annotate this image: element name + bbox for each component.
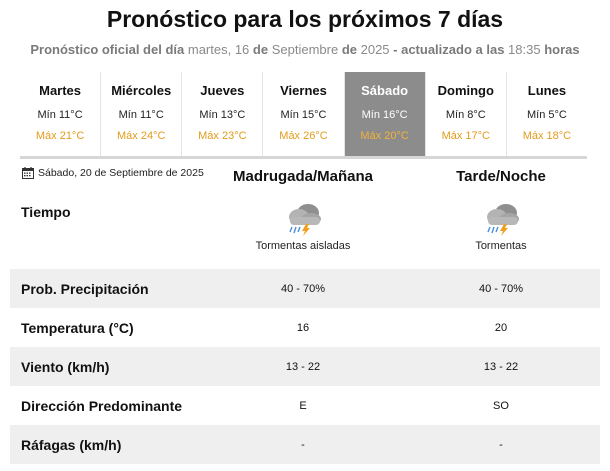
weather-label: Tiempo bbox=[21, 204, 71, 220]
row-value-evening: - bbox=[499, 438, 503, 451]
row-value-morning: 40 - 70% bbox=[280, 282, 326, 295]
day-name: Sábado bbox=[361, 83, 409, 98]
subtitle-month: Septiembre bbox=[271, 42, 339, 57]
day-max-temp: Máx 17°C bbox=[441, 130, 490, 142]
weather-evening bbox=[401, 200, 601, 252]
subtitle-hours-word: horas bbox=[544, 42, 580, 57]
subtitle-lead: Pronóstico oficial del día bbox=[30, 42, 185, 57]
subtitle-updated-label: - actualizado a las bbox=[393, 42, 505, 57]
row-gusts bbox=[10, 425, 600, 464]
row-value-morning: 16 bbox=[296, 321, 310, 334]
storm-cloud-icon bbox=[401, 200, 601, 236]
row-wind-direction bbox=[10, 386, 600, 425]
weather-evening-text: Tormentas bbox=[475, 240, 527, 252]
day-min-temp: Mín 15°C bbox=[280, 109, 327, 121]
row-label: Ráfagas (km/h) bbox=[21, 436, 122, 453]
row-precipitation bbox=[10, 269, 600, 308]
row-value-evening: 13 - 22 bbox=[483, 360, 519, 373]
row-value-morning: E bbox=[299, 399, 307, 412]
row-value-evening: 20 bbox=[494, 321, 508, 334]
column-header-evening: Tarde/Noche bbox=[456, 168, 546, 185]
subtitle-de2: de bbox=[341, 42, 357, 57]
day-min-temp: Mín 16°C bbox=[361, 109, 408, 121]
day-max-temp: Máx 20°C bbox=[360, 130, 409, 142]
day-name: Jueves bbox=[200, 83, 245, 98]
calendar-icon bbox=[22, 167, 34, 179]
row-temperature bbox=[10, 308, 600, 347]
day-max-temp: Máx 26°C bbox=[279, 130, 328, 142]
subtitle-de1: de bbox=[252, 42, 269, 57]
row-label: Dirección Predominante bbox=[21, 397, 183, 414]
day-tab-jueves[interactable] bbox=[182, 72, 263, 156]
day-name: Domingo bbox=[437, 83, 494, 98]
day-tab-viernes[interactable] bbox=[263, 72, 344, 156]
day-min-temp: Mín 5°C bbox=[526, 109, 567, 121]
day-max-temp: Máx 21°C bbox=[35, 130, 85, 142]
row-value-morning: 13 - 22 bbox=[285, 360, 321, 373]
subtitle-time: 18:35 bbox=[508, 42, 541, 57]
day-name: Martes bbox=[39, 83, 82, 98]
row-wind bbox=[10, 347, 600, 386]
row-label: Prob. Precipitación bbox=[21, 280, 149, 297]
selected-date-text: Sábado, 20 de Septiembre de 2025 bbox=[38, 167, 204, 179]
day-min-temp: Mín 8°C bbox=[445, 109, 486, 121]
day-min-temp: Mín 11°C bbox=[118, 109, 164, 121]
column-header-morning: Madrugada/Mañana bbox=[232, 168, 374, 185]
selected-date bbox=[22, 167, 204, 179]
day-min-temp: Mín 13°C bbox=[199, 109, 246, 121]
weather-morning-text: Tormentas aisladas bbox=[255, 240, 351, 252]
row-label: Temperatura (°C) bbox=[21, 319, 134, 336]
subtitle-date-part1: martes, 16 bbox=[187, 42, 250, 57]
day-tab-sabado[interactable] bbox=[345, 72, 426, 156]
row-label: Viento (km/h) bbox=[21, 358, 110, 375]
storm-cloud-icon bbox=[203, 200, 403, 236]
day-tab-miercoles[interactable] bbox=[101, 72, 182, 156]
day-name: Miércoles bbox=[111, 83, 172, 98]
day-tab-lunes[interactable] bbox=[507, 72, 587, 156]
forecast-subtitle bbox=[0, 42, 610, 57]
day-max-temp: Máx 18°C bbox=[522, 130, 572, 142]
subtitle-year: 2025 bbox=[360, 42, 390, 57]
day-tab-martes[interactable] bbox=[20, 72, 101, 156]
row-value-morning: - bbox=[301, 438, 305, 451]
day-max-temp: Máx 24°C bbox=[117, 130, 166, 142]
day-tab-domingo[interactable] bbox=[426, 72, 507, 156]
row-value-evening: 40 - 70% bbox=[478, 282, 524, 295]
day-tabs bbox=[20, 72, 587, 159]
day-name: Viernes bbox=[280, 83, 327, 98]
day-max-temp: Máx 23°C bbox=[198, 130, 247, 142]
page-title: Pronóstico para los próximos 7 días bbox=[106, 6, 504, 32]
weather-morning bbox=[203, 200, 403, 252]
row-value-evening: SO bbox=[493, 399, 509, 412]
day-min-temp: Mín 11°C bbox=[37, 109, 83, 121]
day-name: Lunes bbox=[527, 83, 567, 98]
